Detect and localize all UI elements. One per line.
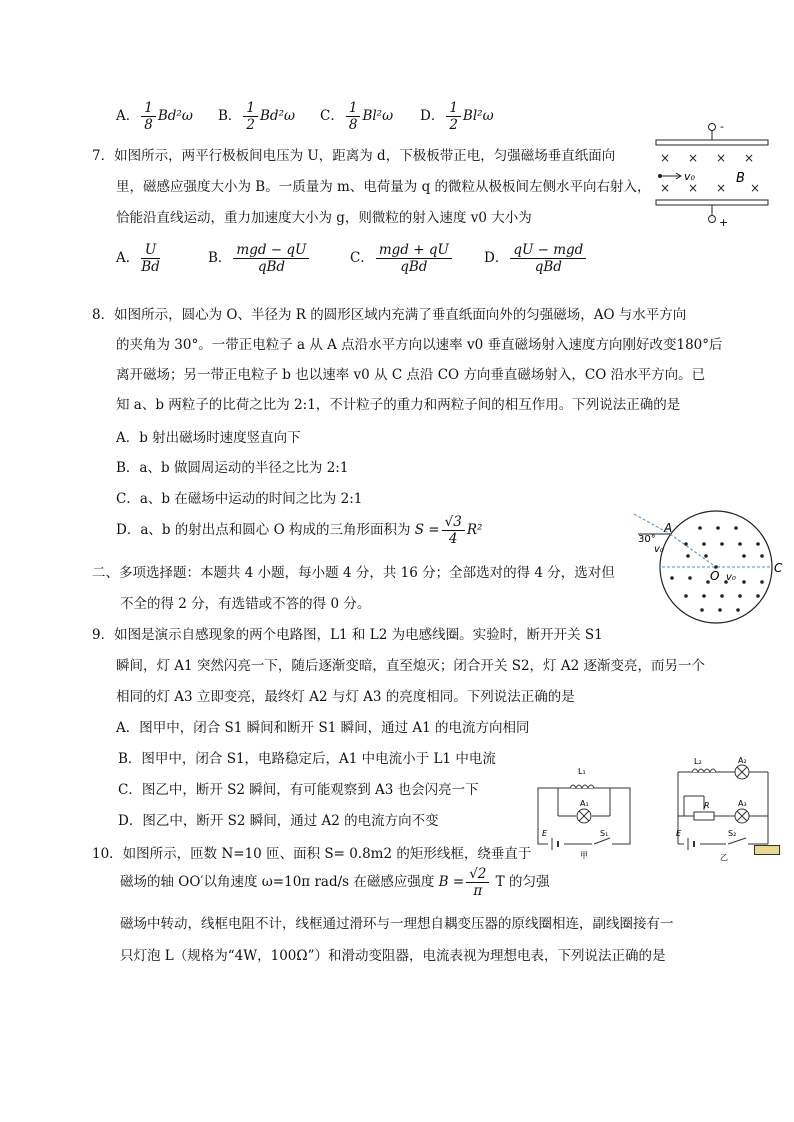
cross-mark: ×: [716, 151, 727, 165]
q9-option-d: D．图乙中，断开 S2 瞬间，通过 A2 的电流方向不变: [118, 813, 439, 829]
l2-label: L₂: [694, 757, 702, 766]
s2-label: S₂: [728, 829, 737, 838]
q7-plates-figure: [650, 118, 780, 230]
cross-mark: ×: [688, 181, 699, 195]
fraction: $\frac{1}{8}$: [346, 100, 361, 133]
cross-mark: ×: [660, 151, 671, 165]
fraction: $\frac{U}{Bd}$: [141, 242, 160, 275]
ao-radius-line: [670, 534, 716, 567]
cross-mark: ×: [660, 181, 671, 195]
point-o-label: O: [710, 569, 720, 583]
figure-caption-yi: 乙: [720, 853, 728, 862]
cross-mark: ×: [716, 181, 727, 195]
a2-label: A₂: [738, 756, 747, 765]
q9-stem-line: 9．如图是演示自感现象的两个电路图，L1 和 L2 为电感线圈。实验时，断开开关 S1: [92, 627, 603, 643]
battery-gap: [684, 840, 700, 848]
section-heading: 二、多项选择题：本题共 4 小题，每小题 4 分，共 16 分；全部选对的得 4 分，选对但: [92, 565, 615, 581]
q9-option-b: B．图甲中，闭合 S1，电路稳定后，A1 中电流小于 L1 中电流: [118, 751, 496, 767]
cross-mark: ×: [688, 151, 699, 165]
rheostat-block: [754, 845, 780, 855]
q7-option-c: C． $\frac{\text{mgd + qU}}{\text{qBd}}$: [350, 242, 454, 275]
inductor-l2: [692, 769, 716, 772]
upper-plate: [656, 140, 768, 145]
q8-stem-line: 知 a、b 两粒子的比荷之比为 2:1，不计粒子的重力和两粒子间的相互作用。下列说法正确的是: [116, 397, 681, 413]
e-label: E: [676, 829, 682, 838]
plus-sign: +: [719, 216, 729, 229]
q8-stem-line: 离开磁场；另一带正电粒子 b 也以速率 v0 从 C 点沿 CO 方向垂直磁场射入，CO 沿水平方向。已: [116, 367, 706, 383]
q7-stem-line: 恰能沿直线运动，重力加速度大小为 g，则微粒的射入速度 v0 大小为: [116, 210, 532, 226]
q8-stem-line: 8．如图所示，圆心为 O、半径为 R 的圆形区域内充满了垂直纸面向外的匀强磁场，AO 与水平方向: [92, 307, 687, 323]
fraction: $\frac{1}{8}$: [141, 100, 156, 133]
terminal-minus: [709, 124, 716, 131]
q6-option-a: A． $\frac{1}{8}$ Bd²ω: [116, 100, 193, 133]
cross-mark: ×: [750, 181, 761, 195]
q10-stem-line: 磁场的轴 OO′以角速度 ω=10π rad/s 在磁感应强度 B = $\frac{√2}{\pi}$ T 的匀强: [120, 866, 550, 899]
b-field-label: B: [736, 171, 745, 186]
q8-option-a: A．b 射出磁场时速度竖直向下: [116, 430, 301, 446]
q9-stem-line: 相同的灯 A3 立即变亮，最终灯 A2 与灯 A3 的亮度相同。下列说法正确的是: [116, 689, 575, 705]
q8-option-d: D．a、b 的射出点和圆心 O 构成的三角形面积为 S = $\frac{√3}{4}$ R²: [116, 514, 483, 547]
q7-stem-line: 里，磁感应强度大小为 B。一质量为 m、电荷量为 q 的微粒从极板间左侧水平向右射入，: [116, 179, 651, 195]
q8-circle-figure: [628, 500, 788, 630]
q10-stem-line: 只灯泡 L（规格为“4W，100Ω”）和滑动变阻器，电流表视为理想电表，下列说法正确的是: [120, 948, 666, 964]
section-heading: 不全的得 2 分，有选错或不答的得 0 分。: [120, 596, 371, 612]
a1-label: A₁: [580, 799, 589, 808]
lower-plate: [656, 200, 768, 205]
fraction: $\frac{√3}{4}$: [442, 514, 465, 547]
cross-mark: ×: [744, 151, 755, 165]
fraction: $\frac{1}{2}$: [243, 100, 258, 133]
q9-option-c: C．图乙中，断开 S2 瞬间，有可能观察到 A3 也会闪亮一下: [118, 782, 479, 798]
battery-gap: [548, 840, 564, 848]
r-label: R: [704, 801, 710, 810]
q7-option-d: D． $\frac{\text{qU − mgd}}{\text{qBd}}$: [484, 242, 588, 275]
v0-label-a: v₀: [654, 544, 664, 555]
q7-option-a: A． $\frac{U}{Bd}$: [116, 242, 160, 275]
fraction: $\frac{√2}{\pi}$: [466, 866, 489, 899]
minus-sign: -: [720, 120, 724, 133]
point-a-label: A: [664, 521, 673, 535]
v0-label: v₀: [684, 170, 695, 183]
e-label: E: [542, 829, 548, 838]
q9-stem-line: 瞬间，灯 A1 突然闪亮一下，随后逐渐变暗，直至熄灭；闭合开关 S2，灯 A2 逐渐变亮，而另一个: [116, 658, 705, 674]
q8-option-c: C．a、b 在磁场中运动的时间之比为 2:1: [116, 491, 363, 507]
q10-stem-line: 10．如图所示，匝数 N=10 匝、面积 S= 0.8m2 的矩形线框，绕垂直于: [92, 846, 532, 862]
l1-label: L₁: [578, 767, 586, 776]
q7-stem-line: 7．如图所示，两平行极板间电压为 U，距离为 d，下极板带正电，匀强磁场垂直纸面向: [92, 148, 616, 164]
v0-label-c: v₀: [726, 572, 736, 583]
fraction: $\frac{\text{mgd − qU}}{\text{qBd}}$: [233, 242, 309, 275]
magnetic-field-crosses: [660, 151, 760, 195]
fraction: $\frac{\text{mgd + qU}}{\text{qBd}}$: [376, 242, 452, 275]
q8-stem-line: 的夹角为 30°。一带正电粒子 a 从 A 点沿水平方向以速率 v0 垂直磁场射入速度方向刚好改变180°后: [116, 337, 723, 353]
q8-option-b: B．a、b 做圆周运动的半径之比为 2:1: [116, 460, 349, 476]
angle-label: 30°: [638, 534, 656, 545]
q7-option-b: B． $\frac{\text{mgd − qU}}{\text{qBd}}$: [208, 242, 311, 275]
fraction: $\frac{1}{2}$: [446, 100, 461, 133]
a3-label: A₃: [738, 799, 747, 808]
q10-stem-line: 磁场中转动，线框电阻不计，线框通过滑环与一理想自耦变压器的原线圈相连，副线圈接有一: [120, 916, 674, 932]
q6-option-d: D． $\frac{1}{2}$ Bl²ω: [420, 100, 494, 133]
q6-option-b: B． $\frac{1}{2}$ Bd²ω: [218, 100, 295, 133]
resistor-r: [694, 812, 714, 820]
figure-caption-jia: 甲: [580, 851, 588, 860]
point-c-label: C: [774, 561, 783, 575]
circuit-figure-jia: [534, 760, 634, 860]
q6-option-c: C． $\frac{1}{8}$ Bl²ω: [320, 100, 394, 133]
fraction: $\frac{\text{qU − mgd}}{\text{qBd}}$: [510, 242, 586, 275]
inductor-l1: [570, 785, 594, 788]
terminal-plus: [709, 216, 716, 223]
s1-label: S₁: [600, 829, 609, 838]
q9-option-a: A．图甲中，闭合 S1 瞬间和断开 S1 瞬间，通过 A1 的电流方向相同: [116, 720, 530, 736]
